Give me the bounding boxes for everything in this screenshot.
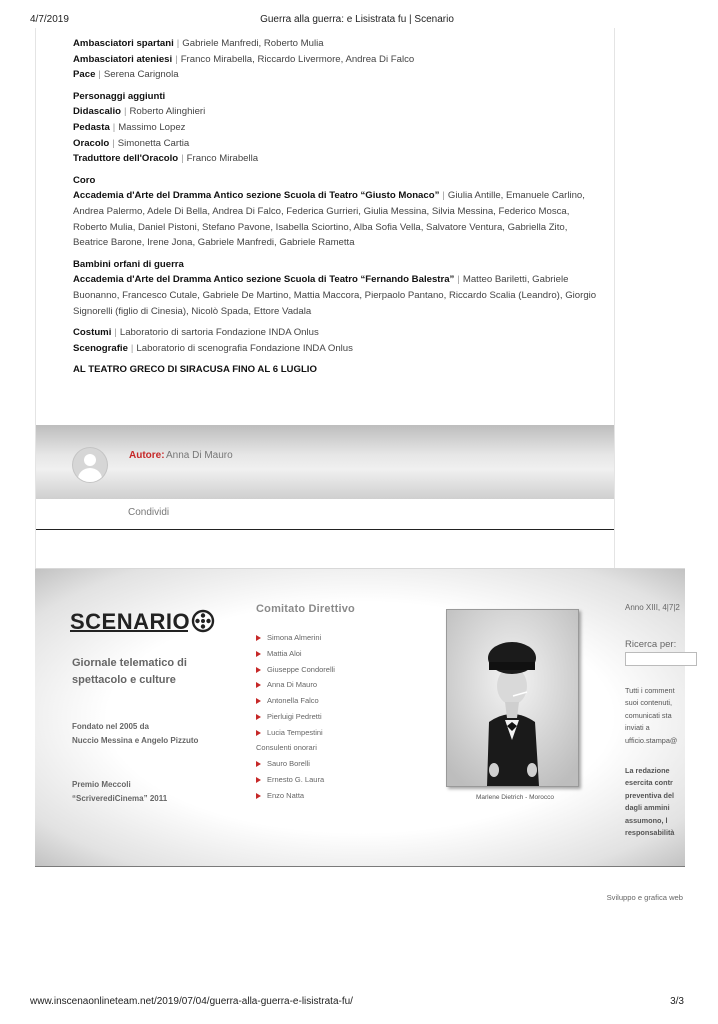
credit-names: Laboratorio di sartoria Fondazione INDA Onlus bbox=[119, 327, 319, 339]
credit-separator: | bbox=[98, 69, 101, 81]
credit-group bbox=[73, 89, 603, 167]
dev-credit[interactable]: Sviluppo e grafica web bbox=[606, 893, 683, 902]
credit-separator: | bbox=[112, 121, 116, 133]
editorial-notice bbox=[625, 765, 674, 839]
credit-line bbox=[73, 341, 603, 357]
credit-separator: | bbox=[130, 342, 134, 354]
print-url: www.inscenaonlineteam.net/2019/07/04/guerra-alla-guerra-e-lisistrata-fu/ bbox=[30, 996, 353, 1007]
credit-group-heading: Bambini orfani di guerra bbox=[73, 258, 184, 270]
committee-member-link[interactable]: Mattia Aloi bbox=[256, 646, 335, 662]
credit-line bbox=[73, 104, 603, 120]
notice-line: assumono, l bbox=[625, 815, 668, 825]
credits-list bbox=[73, 36, 603, 378]
credit-role: Oracolo bbox=[73, 137, 110, 149]
credit-separator: | bbox=[442, 190, 445, 202]
credit-names: Franco Mirabella bbox=[186, 153, 259, 165]
notice-line: responsabilità bbox=[625, 828, 675, 838]
notice-line: preventiva del bbox=[625, 790, 675, 800]
credit-group bbox=[73, 325, 603, 356]
site-tagline: Giornale telematico di spettacolo e culture bbox=[72, 657, 187, 686]
credit-role: Pace bbox=[73, 69, 96, 81]
founded-info bbox=[72, 720, 198, 748]
print-title: Guerra alla guerra: e Lisistrata fu | Scenario bbox=[260, 14, 454, 25]
site-footer bbox=[35, 568, 685, 867]
credit-separator: | bbox=[124, 106, 127, 118]
logo-text: SCENARIO bbox=[70, 609, 191, 633]
credit-role: Costumi bbox=[73, 327, 112, 339]
founders-line: Nuccio Messina e Angelo Pizzuto bbox=[72, 736, 199, 745]
search-label: Ricerca per: bbox=[625, 639, 677, 650]
share-row bbox=[36, 499, 614, 530]
credit-names: Giulia Antille, Emanuele Carlino, Andrea Palermo, Adele Di Bella, Andrea Di Falco, Federica Gurrieri, Giulia Messina, Silvia Messina, Federico Mosca, Roberto Mulia, Daniel Pistoni, Stefano Pavone, Isabella Sciortino, Alba Sofia Vella, Salvatore Ventura, Gabriella Zito, Beatrice Barone, Irene Jona, Gabriele Manfredi, Gabriele Rametta bbox=[73, 190, 585, 249]
portrait-image bbox=[447, 610, 578, 786]
honorary-label: Consulenti onorari bbox=[256, 743, 317, 753]
committee-list bbox=[256, 630, 335, 803]
credit-role: Ambasciatori ateniesi bbox=[73, 53, 173, 65]
credit-names: Serena Carignola bbox=[103, 69, 179, 81]
notice-line: Tutti i comment bbox=[625, 686, 675, 695]
credit-line bbox=[73, 325, 603, 341]
credit-group bbox=[73, 257, 603, 319]
credit-names: Roberto Alinghieri bbox=[129, 106, 206, 118]
credit-separator: | bbox=[457, 274, 460, 286]
author-box bbox=[36, 425, 614, 499]
credit-line bbox=[73, 36, 603, 52]
notice-line: inviati a bbox=[625, 723, 650, 733]
founded-line: Fondato nel 2005 da bbox=[72, 722, 149, 731]
credit-separator: | bbox=[112, 137, 115, 149]
credit-role: Traduttore dell'Oracolo bbox=[73, 153, 179, 165]
article-content bbox=[35, 28, 615, 568]
credit-role: Didascalio bbox=[73, 106, 121, 118]
credit-line bbox=[73, 188, 603, 250]
credit-role: Accademia d'Arte del Dramma Antico sezione Scuola di Teatro “Fernando Balestra” bbox=[73, 274, 455, 286]
credit-role: Ambasciatori spartani bbox=[73, 38, 174, 49]
credit-names: Franco Mirabella, Riccardo Livermore, Andrea Di Falco bbox=[180, 53, 415, 65]
page-number: 3/3 bbox=[670, 996, 684, 1007]
credit-names: Gabriele Manfredi, Roberto Mulia bbox=[182, 38, 324, 49]
notice-line: comunicati sta bbox=[625, 710, 672, 720]
credit-line bbox=[73, 151, 603, 167]
notice-line: La redazione bbox=[625, 766, 670, 775]
honorary-member-link[interactable]: Enzo Natta bbox=[256, 788, 335, 804]
avatar bbox=[73, 448, 107, 482]
credit-line bbox=[73, 272, 603, 319]
search-input[interactable] bbox=[625, 652, 697, 666]
notice-line: dagli ammini bbox=[625, 803, 670, 813]
credit-separator: | bbox=[175, 53, 178, 65]
credit-separator: | bbox=[181, 153, 184, 165]
scenario-logo[interactable] bbox=[70, 609, 215, 633]
award-info bbox=[72, 778, 167, 806]
credit-names: Simonetta Cartia bbox=[117, 137, 190, 149]
comments-notice bbox=[625, 685, 677, 747]
share-label[interactable]: Condividi bbox=[128, 507, 170, 518]
credit-group bbox=[73, 36, 603, 83]
committee-member-link[interactable]: Anna Di Mauro bbox=[256, 677, 335, 693]
committee-member-link[interactable]: Lucia Tempestini bbox=[256, 725, 335, 741]
committee-title: Comitato Direttivo bbox=[256, 603, 355, 615]
credit-role: Scenografie bbox=[73, 342, 128, 354]
credit-names: Matteo Bariletti, Gabriele Buonanno, Francesco Cutale, Gabriele De Martino, Mattia Maccora, Pierpaolo Pantano, Riccardo Scalia (Leandro), Giorgio Signorelli (figlio di Cinesia), Nicolò Spada, Ettore Vadala bbox=[73, 274, 597, 317]
film-reel-icon bbox=[193, 611, 213, 631]
notice-line: suoi contenuti, bbox=[625, 698, 673, 708]
honorary-member-link[interactable]: Ernesto G. Laura bbox=[256, 772, 335, 788]
committee-member-link[interactable]: Pierluigi Pedretti bbox=[256, 709, 335, 725]
credit-line bbox=[73, 52, 603, 68]
featured-photo bbox=[446, 609, 579, 787]
credit-separator: | bbox=[114, 327, 117, 339]
print-date: 4/7/2019 bbox=[30, 14, 69, 25]
credit-names: Laboratorio di scenografia Fondazione INDA Onlus bbox=[136, 342, 353, 354]
credit-group-heading: Coro bbox=[73, 174, 96, 186]
credit-role: Pedasta bbox=[73, 121, 110, 133]
award-name-line: “ScriverediCinema” 2011 bbox=[72, 794, 168, 803]
award-line: Premio Meccoli bbox=[72, 780, 131, 789]
committee-member-link[interactable]: Giuseppe Condorelli bbox=[256, 662, 335, 678]
credit-group bbox=[73, 173, 603, 251]
committee-member-link[interactable]: Simona Almerini bbox=[256, 630, 335, 646]
notice-line: esercita contr bbox=[625, 778, 673, 788]
author-name-link[interactable]: Anna Di Mauro bbox=[166, 450, 233, 461]
notice-line: ufficio.stampa@ bbox=[625, 735, 678, 745]
author-label: Autore: bbox=[129, 450, 165, 461]
honorary-member-link[interactable]: Sauro Borelli bbox=[256, 756, 335, 772]
credit-role: Accademia d'Arte del Dramma Antico sezione Scuola di Teatro “Giusto Monaco” bbox=[73, 190, 440, 202]
credit-separator: | bbox=[176, 38, 180, 49]
credit-group-heading: Personaggi aggiunti bbox=[73, 90, 166, 102]
credit-names: Massimo Lopez bbox=[118, 121, 186, 133]
credit-line bbox=[73, 67, 603, 83]
issue-date: Anno XIII, 4|7|2 bbox=[625, 603, 680, 612]
closing-line: AL TEATRO GRECO DI SIRACUSA FINO AL 6 LUGLIO bbox=[73, 364, 317, 376]
committee-member-link[interactable]: Antonella Falco bbox=[256, 693, 335, 709]
credit-line bbox=[73, 136, 603, 152]
photo-caption: Marlene Dietrich - Morocco bbox=[475, 794, 555, 801]
credit-line bbox=[73, 120, 603, 136]
